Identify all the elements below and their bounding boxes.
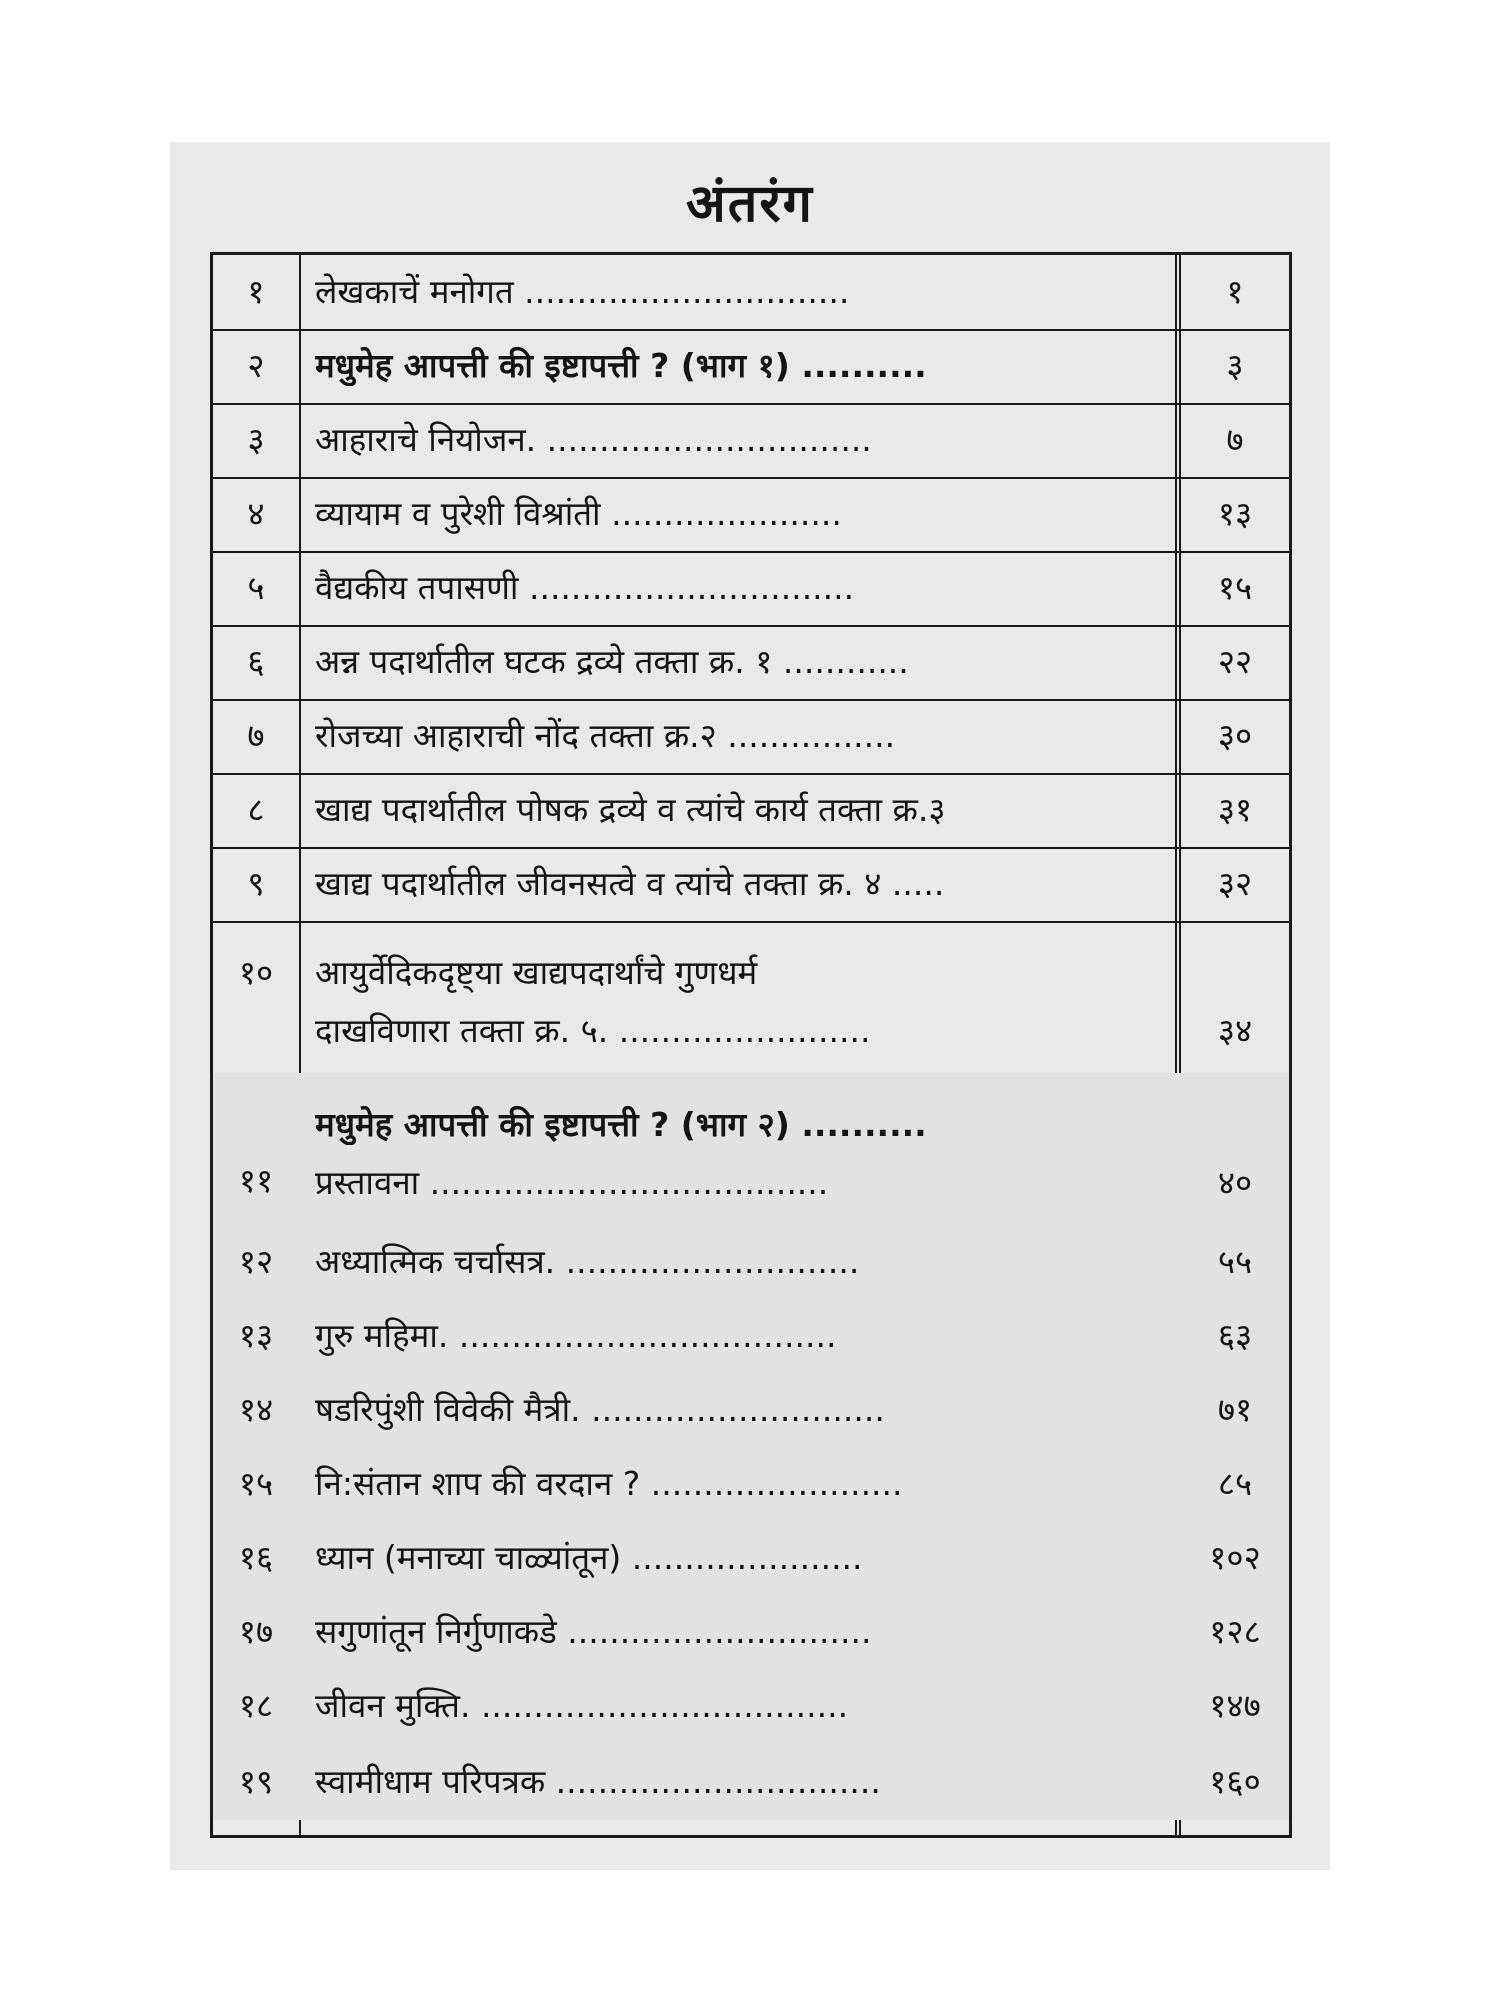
contents-table: [210, 252, 1292, 1838]
entry-title: खाद्य पदार्थातील जीवनसत्वे व त्यांचे तक्ता क्र. ४ .....: [315, 864, 945, 903]
toc-row: [213, 1447, 1289, 1523]
entry-page-number: ३२: [1217, 864, 1253, 903]
entry-title: मधुमेह आपत्ती की इष्टापत्ती ? (भाग २) ..........: [315, 1105, 927, 1144]
entry-page-number: १६०: [1209, 1762, 1261, 1801]
toc-row: [213, 551, 1289, 627]
entry-page-number: २२: [1217, 642, 1253, 681]
toc-row: [213, 1595, 1289, 1671]
entry-title: आहाराचे नियोजन. ...............................: [315, 420, 872, 459]
entry-title: गुरु महिमा. ....................................: [315, 1316, 837, 1355]
entry-title: वैद्यकीय तपासणी ...............................: [315, 568, 855, 607]
entry-number: १६: [238, 1538, 274, 1577]
entry-page-number: ३४: [1217, 1011, 1253, 1050]
entry-page-number: १: [1226, 272, 1244, 311]
entry-title: सगुणांतून निर्गुणाकडे .............................: [315, 1612, 872, 1651]
entry-page-number: ३१: [1217, 790, 1253, 829]
toc-row: [213, 625, 1289, 701]
entry-title: रोजच्या आहाराची नोंद तक्ता क्र.२ ................: [315, 716, 896, 755]
entry-title: प्रस्तावना ......................................: [315, 1163, 829, 1202]
toc-row: [213, 1373, 1289, 1449]
entry-page-number: १२८: [1209, 1612, 1261, 1651]
entry-page-number: १३: [1217, 494, 1253, 533]
toc-row: [213, 1299, 1289, 1375]
toc-row: [213, 1521, 1289, 1597]
entry-title: लेखकाचें मनोगत ...............................: [315, 272, 850, 311]
entry-number: १४: [238, 1390, 274, 1429]
entry-page-number: ७१: [1217, 1390, 1253, 1429]
entry-title: व्यायाम व पुरेशी विश्रांती ......................: [315, 494, 842, 533]
toc-row: [213, 699, 1289, 775]
entry-title: जीवन मुक्ति. ...................................: [315, 1686, 849, 1725]
toc-row: [213, 921, 1289, 1075]
entry-title: नि:संतान शाप की वरदान ? ........................: [315, 1464, 903, 1503]
entry-page-number: ५५: [1217, 1242, 1253, 1281]
entry-page-number: ३: [1226, 346, 1244, 385]
toc-row: [213, 1743, 1289, 1820]
entry-title: ध्यान (मनाच्या चाळ्यांतून) ......................: [315, 1538, 863, 1577]
entry-page-number: १५: [1217, 568, 1253, 607]
entry-page-number: ८५: [1217, 1464, 1253, 1503]
entry-number: १९: [238, 1762, 274, 1801]
entry-page-number: १०२: [1209, 1538, 1261, 1577]
toc-row: [213, 1669, 1289, 1745]
entry-number: ६: [247, 642, 265, 681]
entry-number: ४: [247, 494, 265, 533]
entry-number: १०: [238, 953, 274, 992]
entry-number: १५: [238, 1464, 274, 1503]
toc-row: [213, 1073, 1289, 1227]
entry-number: ७: [247, 716, 265, 755]
toc-row: [213, 329, 1289, 405]
entry-page-number: ४०: [1217, 1163, 1253, 1202]
toc-row: [213, 773, 1289, 849]
entry-number: ३: [247, 420, 265, 459]
entry-number: ११: [238, 1161, 274, 1200]
entry-title: षडरिपुंशी विवेकी मैत्री. ............................: [315, 1390, 885, 1429]
entry-page-number: ३०: [1217, 716, 1253, 755]
toc-row: [213, 255, 1289, 331]
page-title: अंतरंग: [686, 174, 814, 234]
entry-page-number: ७: [1226, 420, 1244, 459]
entry-number: ९: [247, 864, 265, 903]
entry-number: १३: [238, 1316, 274, 1355]
entry-page-number: १४७: [1209, 1686, 1261, 1725]
entry-number: १७: [238, 1612, 274, 1651]
toc-row: [213, 403, 1289, 479]
entry-number: १: [247, 272, 265, 311]
entry-title: दाखविणारा तक्ता क्र. ५. ........................: [315, 1011, 871, 1050]
entry-title: अन्न पदार्थातील घटक द्रव्ये तक्ता क्र. १ ............: [315, 642, 909, 681]
entry-number: १८: [238, 1686, 274, 1725]
entry-number: १२: [238, 1242, 274, 1281]
scanned-page: [170, 142, 1330, 1870]
entry-page-number: ६३: [1217, 1316, 1253, 1355]
entry-number: ८: [247, 790, 265, 829]
entry-title: स्वामीधाम परिपत्रक ...............................: [315, 1762, 881, 1801]
toc-row: [213, 847, 1289, 923]
entry-title: मधुमेह आपत्ती की इष्टापत्ती ? (भाग १) ..........: [315, 346, 927, 385]
toc-row: [213, 477, 1289, 553]
toc-row: [213, 1225, 1289, 1301]
entry-number: ५: [247, 568, 265, 607]
entry-title: आयुर्वेदिकदृष्ट्या खाद्यपदार्थांचे गुणधर्म: [315, 953, 758, 992]
entry-number: २: [247, 346, 265, 385]
entry-title: अध्यात्मिक चर्चासत्र. ............................: [315, 1242, 860, 1281]
entry-title: खाद्य पदार्थातील पोषक द्रव्ये व त्यांचे कार्य तक्ता क्र.३: [315, 790, 946, 829]
